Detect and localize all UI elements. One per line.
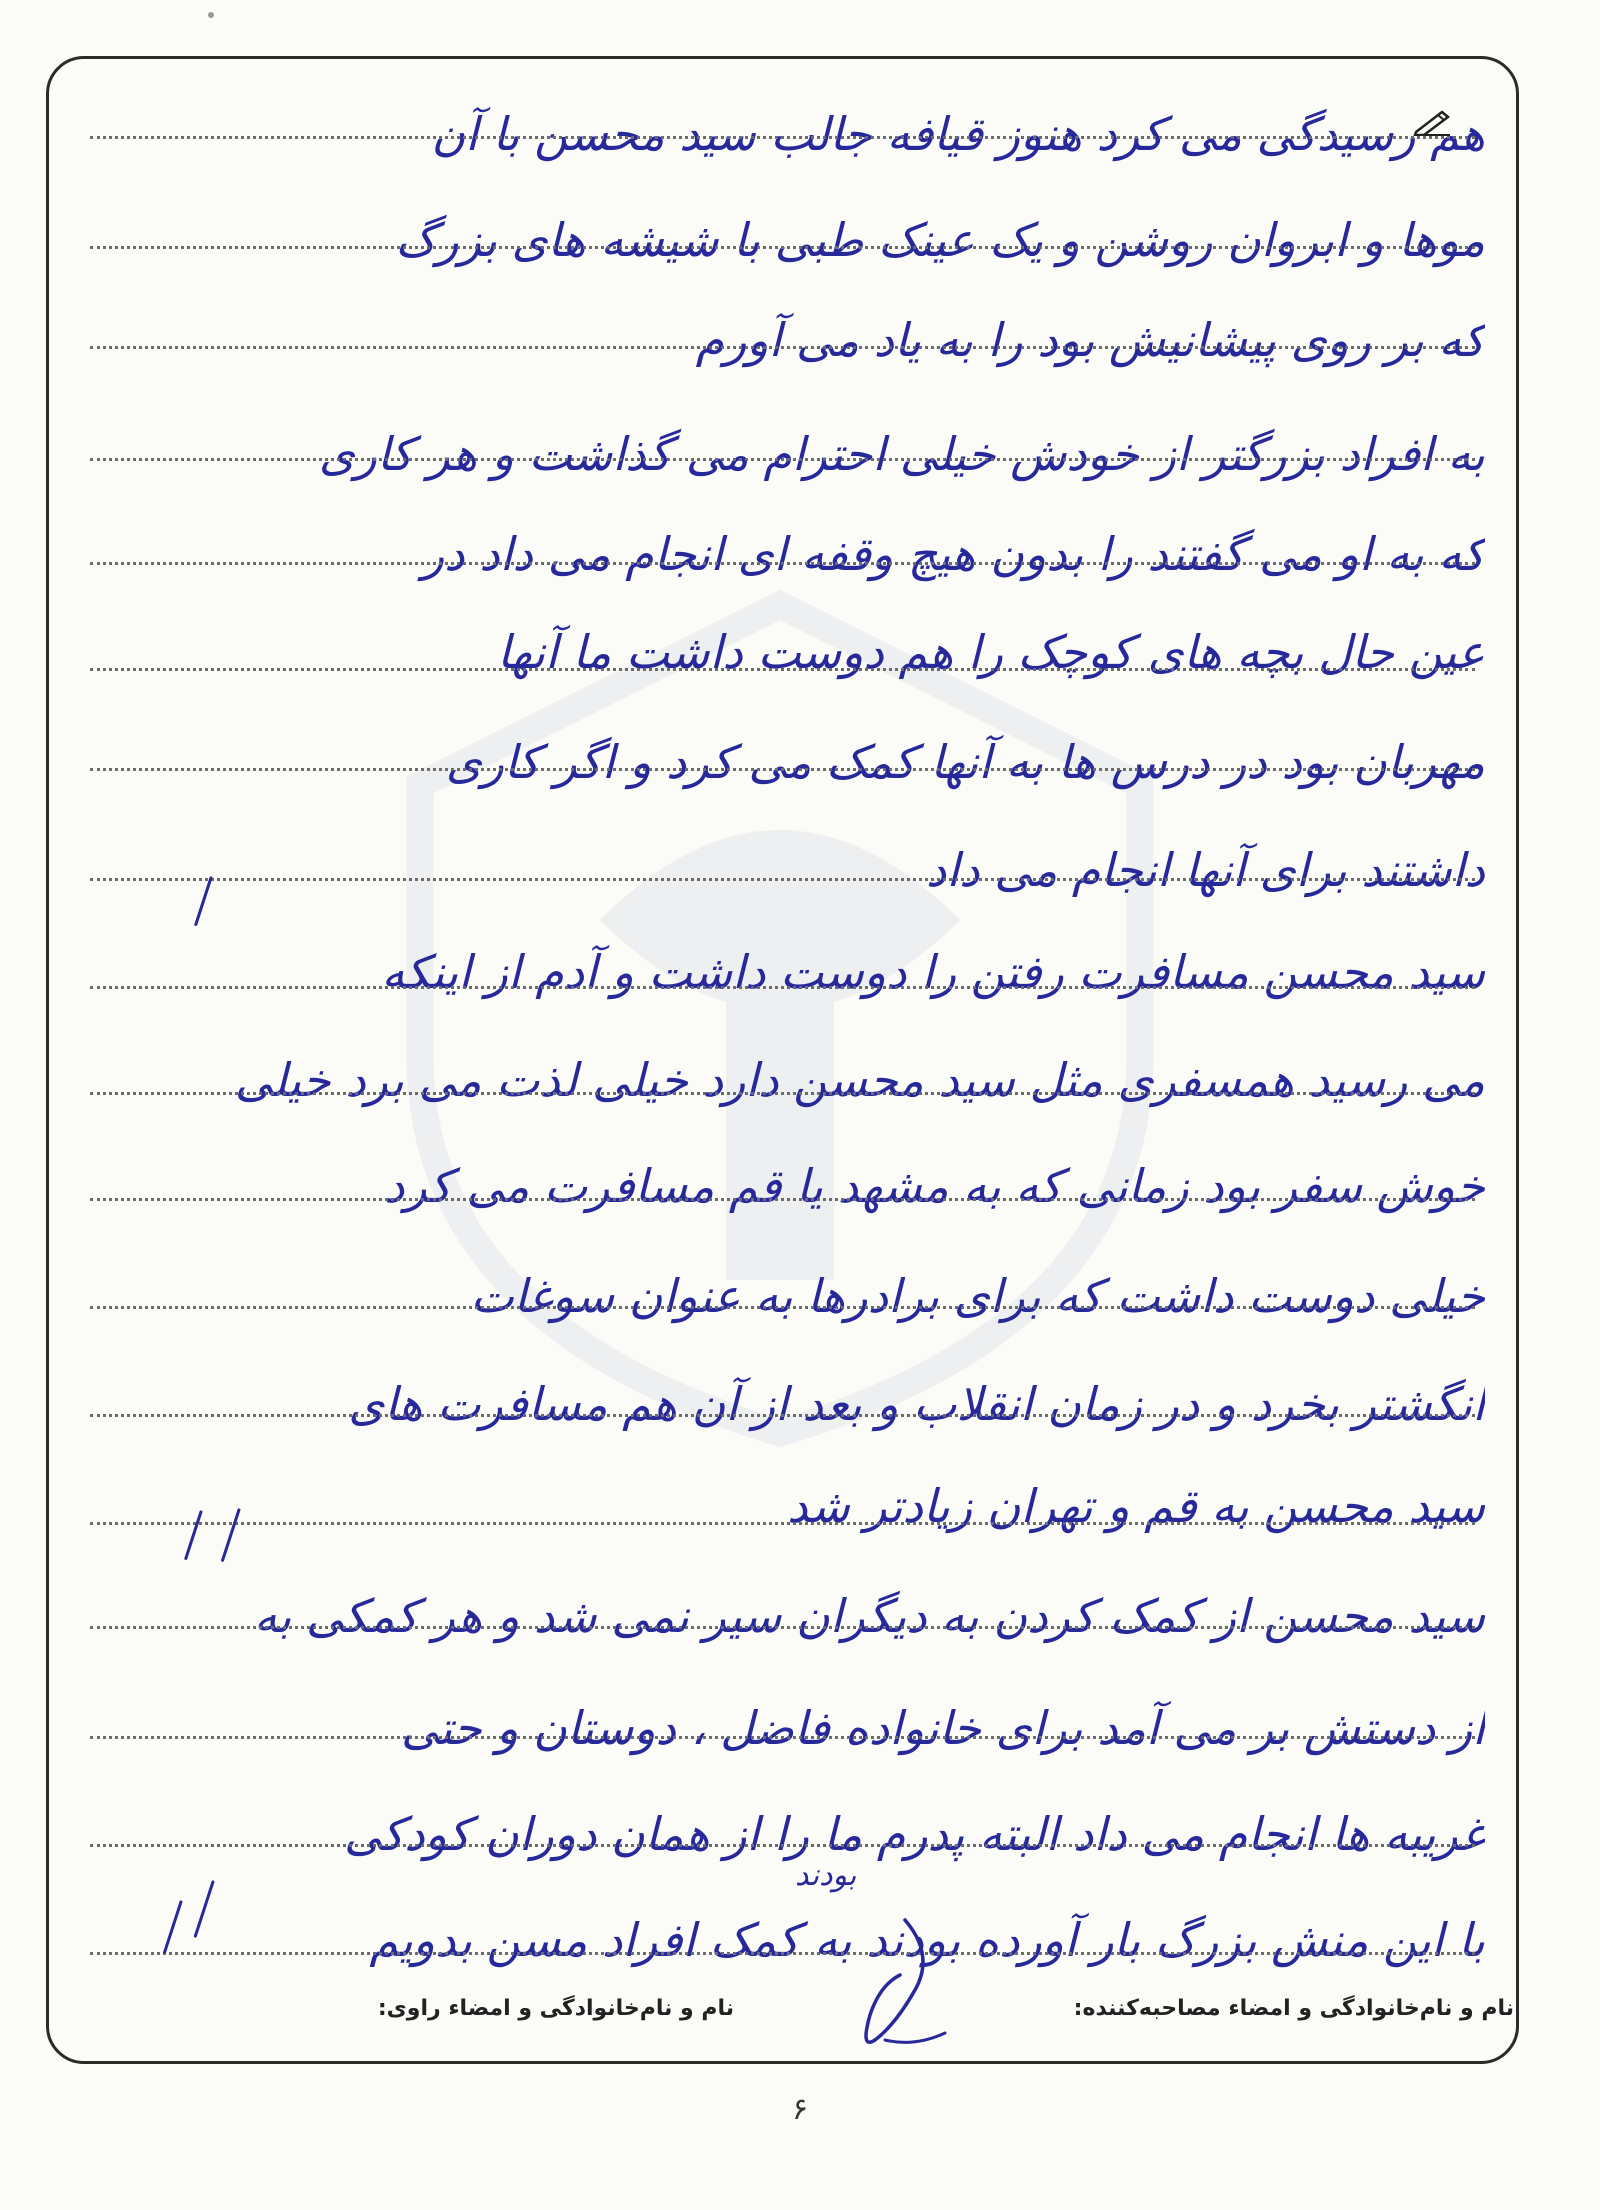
dotted-rule <box>90 878 1475 881</box>
margin-note: بودند <box>795 1858 857 1893</box>
dotted-rule <box>90 1736 1475 1739</box>
text-line: که به او می گفتند را بدون هیچ وقفه ای انجام می داد در <box>421 527 1485 581</box>
text-line: مهربان بود در درس ها به آنها کمک می کرد و اگر کاری <box>445 735 1485 789</box>
dotted-rule <box>90 1626 1475 1629</box>
dotted-rule <box>90 246 1475 249</box>
text-line: سید محسن مسافرت رفتن را دوست داشت و آدم از اینکه <box>381 945 1485 999</box>
narrator-signature-label: نام و نام‌خانوادگی و امضاء راوی: <box>377 1996 734 2021</box>
dotted-rule <box>90 1198 1475 1201</box>
dotted-rule <box>90 346 1475 349</box>
interviewer-signature-label: نام و نام‌خانوادگی و امضاء مصاحبه‌کننده: <box>1073 1996 1514 2021</box>
text-line: داشتند برای آنها انجام می داد <box>925 843 1485 897</box>
text-line: موها و ابروان روشن و یک عینک طبی با شیشه های بزرگ <box>395 213 1485 267</box>
text-line: سید محسن به قم و تهران زیادتر شد <box>787 1479 1485 1533</box>
dotted-rule <box>90 1092 1475 1095</box>
dotted-rule <box>90 986 1475 989</box>
dotted-rule <box>90 768 1475 771</box>
text-line: خوش سفر بود زمانی که به مشهد یا قم مسافرت می کرد <box>383 1159 1485 1213</box>
dotted-rule <box>90 1952 1475 1955</box>
text-line: انگشتر بخرد و در زمان انقلاب و بعد از آن هم مسافرت های <box>348 1377 1485 1431</box>
dotted-rule <box>90 458 1475 461</box>
text-line: غریبه ها انجام می داد البته پدرم ما را از همان دوران کودکی <box>343 1807 1485 1861</box>
text-line: به افراد بزرگتر از خودش خیلی احترام می گذاشت و هر کاری <box>318 427 1485 481</box>
page-number: ۶ <box>791 2092 809 2127</box>
handwritten-signature <box>845 1915 955 2055</box>
dotted-rule <box>90 1306 1475 1309</box>
dotted-rule <box>90 1414 1475 1417</box>
dotted-rule <box>90 668 1475 671</box>
text-line: عین حال بچه های کوچک را هم دوست داشت ما آنها <box>497 625 1485 679</box>
text-line: که بر روی پیشانیش بود را به یاد می آورم <box>695 313 1485 367</box>
text-line: از دستش بر می آمد برای خانواده فاضل ، دوستان و حتی <box>400 1701 1485 1755</box>
text-line: می رسید همسفری مثل سید محسن دارد خیلی لذت می برد خیلی <box>234 1053 1485 1107</box>
dotted-rule <box>90 562 1475 565</box>
dotted-rule <box>90 1844 1475 1847</box>
text-line: هم رسیدگی می کرد هنوز قیافه جالب سید محسن با آن <box>431 107 1485 161</box>
dotted-rule <box>90 136 1475 139</box>
dotted-rule <box>90 1522 1475 1525</box>
text-line: خیلی دوست داشت که برای برادرها به عنوان سوغات <box>470 1269 1485 1323</box>
text-line: سید محسن از کمک کردن به دیگران سیر نمی شد و هر کمکی به <box>253 1589 1485 1643</box>
text-line: با این منش بزرگ بار آورده بودند به کمک افراد مسن بدویم <box>369 1913 1485 1967</box>
